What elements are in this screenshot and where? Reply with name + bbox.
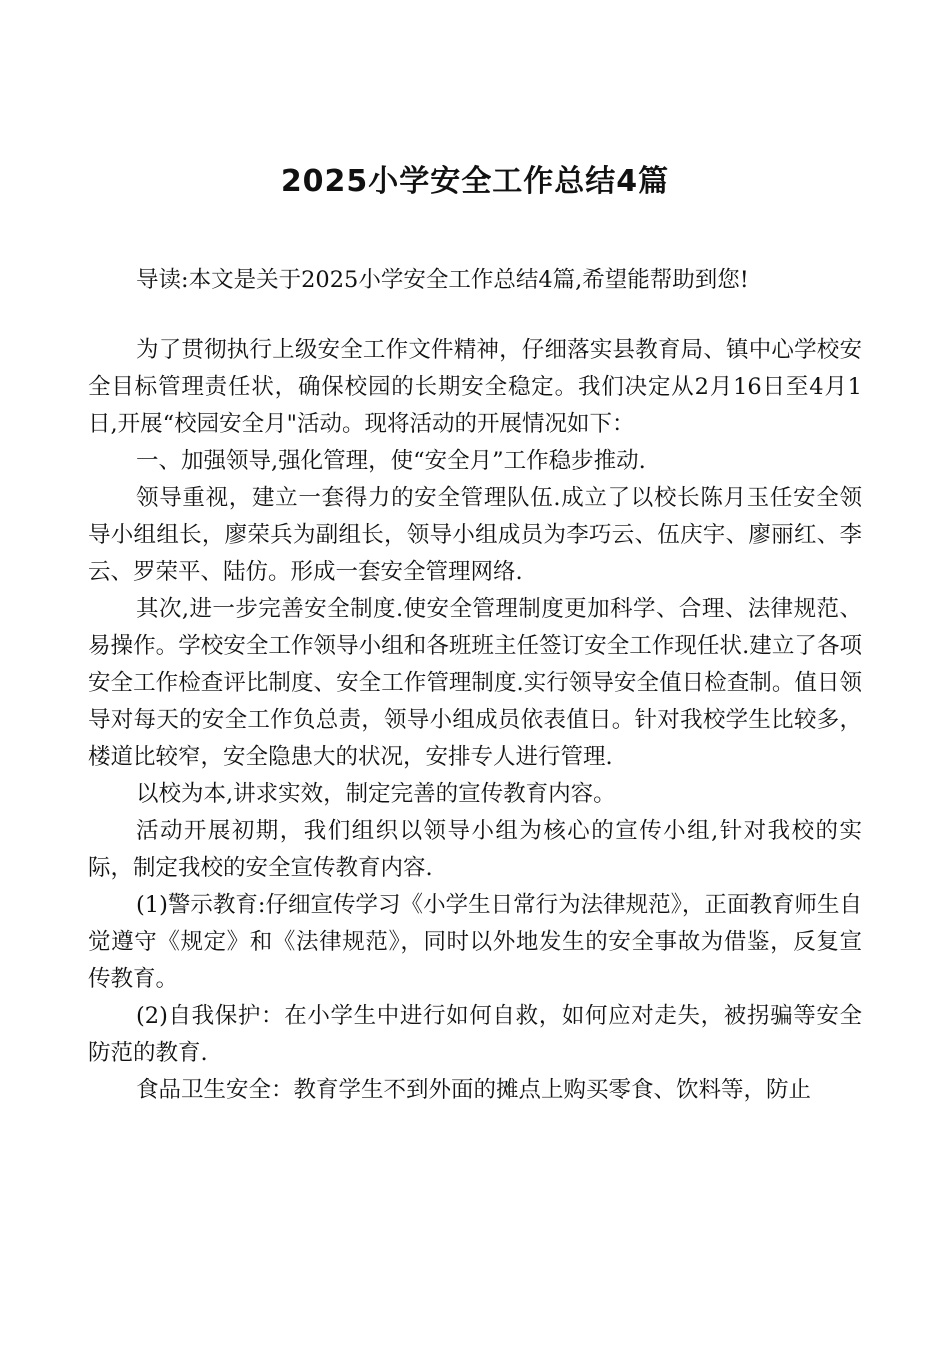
document-body (88, 262, 862, 1109)
body-paragraph: 领导重视，建立一套得力的安全管理队伍.成立了以校长陈月玉任安全领导小组组长，廖荣兵为副组长，领导小组成员为李巧云、伍庆宇、廖丽红、李云、罗荣平、陆仿。形成一套安全管理网络. (88, 485, 862, 585)
intro-paragraph: 导读:本文是关于2025小学安全工作总结4篇,希望能帮助到您! (136, 267, 749, 293)
list-item: (1)警示教育:仔细宣传学习《小学生日常行为法律规范》，正面教育师生自觉遵守《规定》和《法律规范》，同时以外地发生的安全事故为借鉴，反复宣传教育。 (88, 892, 862, 992)
body-paragraph: 活动开展初期，我们组织以领导小组为核心的宣传小组,针对我校的实际，制定我校的安全宣传教育内容. (88, 818, 862, 881)
list-item: (2)自我保护：在小学生中进行如何自救，如何应对走失，被拐骗等安全防范的教育. (88, 1003, 862, 1066)
body-paragraph: 其次,进一步完善安全制度.使安全管理制度更加科学、合理、法律规范、易操作。学校安全工作领导小组和各班班主任签订安全工作现任状.建立了各项安全工作检查评比制度、安全工作管理制度.实行领导安全值日检查制。值日领导对每天的安全工作负总责，领导小组成员依表值日。针对我校学生比较多，楼道比较窄，安全隐患大的状况，安排专人进行管理. (88, 596, 862, 770)
body-paragraph: 食品卫生安全：教育学生不到外面的摊点上购买零食、饮料等，防止 (136, 1077, 812, 1103)
body-paragraph: 以校为本,讲求实效，制定完善的宣传教育内容。 (136, 781, 616, 807)
section-heading: 一、加强领导,强化管理，使“安全月”工作稳步推动. (136, 448, 646, 474)
document-title: 2025小学安全工作总结4篇 (280, 164, 670, 199)
body-paragraph: 为了贯彻执行上级安全工作文件精神，仔细落实县教育局、镇中心学校安全目标管理责任状，确保校园的长期安全稳定。我们决定从2月16日至4月1日,开展“校园安全月"活动。现将活动的开展情况如下： (88, 337, 862, 437)
